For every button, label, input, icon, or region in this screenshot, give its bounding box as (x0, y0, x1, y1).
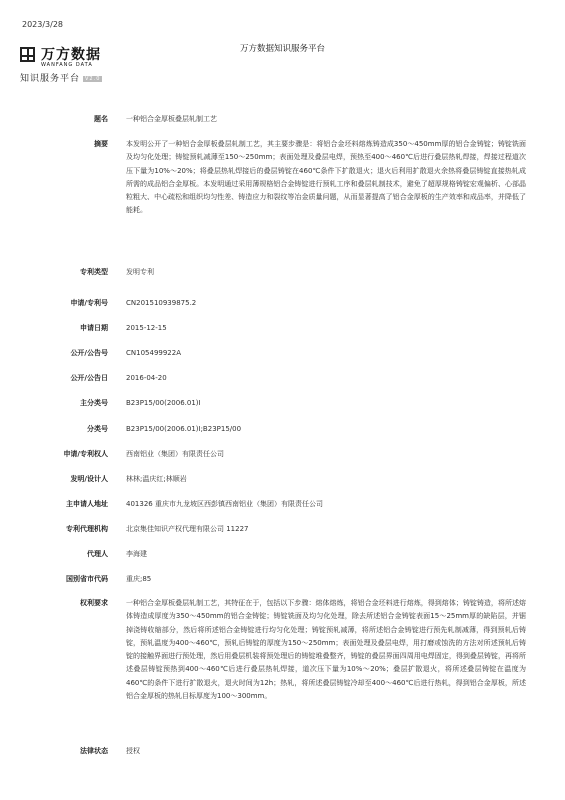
field-value: 本发明公开了一种铝合金厚板叠层轧制工艺，其主要步骤是：将铝合金坯料熔炼铸造成350～450mm厚的铝合金铸锭；铸锭铣面及均匀化处理；铸锭预轧减薄至150～250mm；表面处理及叠层电焊，预热至400～460℃后进行叠层热轧焊接，焊接过程道次压下量为10%～20%；将叠层热轧焊接后的叠层铸锭在460℃条件下扩散退火；退火后利用扩散退火余热将叠层铸锭直接热轧成所需的成品铝合金厚板。本发明通过采用薄规格铝合金铸锭进行预轧工序和叠层轧制技术，避免了超厚规格铸锭宏观偏析、心部晶粒粗大、中心疏松和组织均匀性差、铸造应力和裂纹等冶金质量问题，从而显著提高了铝合金厚板的生产效率和成品率，并降低了能耗。 (126, 140, 526, 215)
logo-subtitle (20, 71, 102, 84)
field-label: 申请日期 (80, 324, 108, 332)
field-label: 主申请人地址 (66, 500, 108, 508)
field-value: B23P15/00(2006.01)I (126, 399, 201, 407)
wanfang-logo[interactable] (20, 44, 130, 84)
field-value: 林林;温庆红;林顺岩 (126, 475, 187, 483)
field-label: 代理人 (87, 550, 108, 558)
field-value: 2016-04-20 (126, 374, 167, 382)
field-value: 一种铝合金厚板叠层轧制工艺，其特征在于，包括以下步骤：熔体熔炼，将铝合金坯料进行熔炼，得到熔体；铸锭铸造，将所述熔体铸造成厚度为350～450mm的铝合金铸锭；铸锭铣面及均匀化处理，除去所述铝合金铸锭表面15～25mm厚的缺陷层，并锯掉浇铸收缩部分，然后将所述铝合金铸锭进行均匀化处理；铸锭预轧减薄，将所述铝合金铸锭进行预先轧制减薄，得到预轧后铸锭，预轧温度为400～460℃，预轧后铸锭的厚度为150～250mm；表面处理及叠层电焊，用打磨或蚀洗的方法对所述预轧后铸锭的接触界面进行预处理，然后用叠层机装将预处理后的铸锭堆叠整齐，铸锭的叠层界面四周用电焊固定，得到叠层铸锭，再将所述叠层铸锭预热到400～460℃后进行叠层热轧焊接，道次压下量为10%～20%；叠层扩散退火，将所述叠层铸锭在温度为460℃的条件下进行扩散退火，退火时间为12h；热轧，将所述叠层铸锭冷却至400～460℃后进行热轧，得到铝合金厚板，所述铝合金厚板的热轧目标厚度为100～300mm。 (126, 599, 526, 701)
field-label: 公开/公告号 (70, 349, 108, 357)
field-label: 分类号 (87, 425, 108, 433)
field-value: 一种铝合金厚板叠层轧制工艺 (126, 115, 217, 123)
field-value: 重庆;85 (126, 575, 152, 583)
field-value: 2015-12-15 (126, 324, 167, 332)
logo-english: WANFANG DATA (41, 62, 93, 68)
field-value: 授权 (126, 747, 140, 755)
field-value: CN201510939875.2 (126, 299, 197, 307)
field-value: 西南铝业（集团）有限责任公司 (126, 450, 224, 458)
field-label: 申请/专利权人 (63, 450, 108, 458)
field-label: 发明/设计人 (70, 475, 108, 483)
site-title: 万方数据知识服务平台 (239, 44, 325, 54)
field-label: 公开/公告日 (70, 374, 108, 382)
logo-subtitle-text: 知识服务平台 (20, 74, 81, 84)
field-label: 专利代理机构 (66, 525, 108, 533)
field-label: 主分类号 (80, 399, 108, 407)
field-value: 李海建 (126, 550, 147, 558)
field-label: 专利类型 (80, 268, 108, 276)
field-label: 摘要 (94, 140, 108, 148)
wanfang-logo-icon (20, 47, 35, 62)
field-value: 北京集佳知识产权代理有限公司 11227 (126, 525, 249, 533)
field-label: 国别省市代码 (66, 575, 108, 583)
version-badge: V2.0 (85, 75, 101, 82)
field-label: 申请/专利号 (70, 299, 108, 307)
logo-name: 万方数据 (41, 47, 101, 63)
field-value: B23P15/00(2006.01)I;B23P15/00 (126, 425, 242, 433)
field-label: 权利要求 (80, 599, 108, 607)
field-label: 法律状态 (80, 747, 108, 755)
field-value: 401326 重庆市九龙坡区西彭镇西南铝业（集团）有限责任公司 (126, 500, 323, 508)
print-date: 2023/3/28 (22, 20, 64, 29)
field-value: CN105499922A (126, 349, 181, 357)
field-label: 题名 (94, 115, 108, 123)
field-value: 发明专利 (126, 268, 154, 276)
